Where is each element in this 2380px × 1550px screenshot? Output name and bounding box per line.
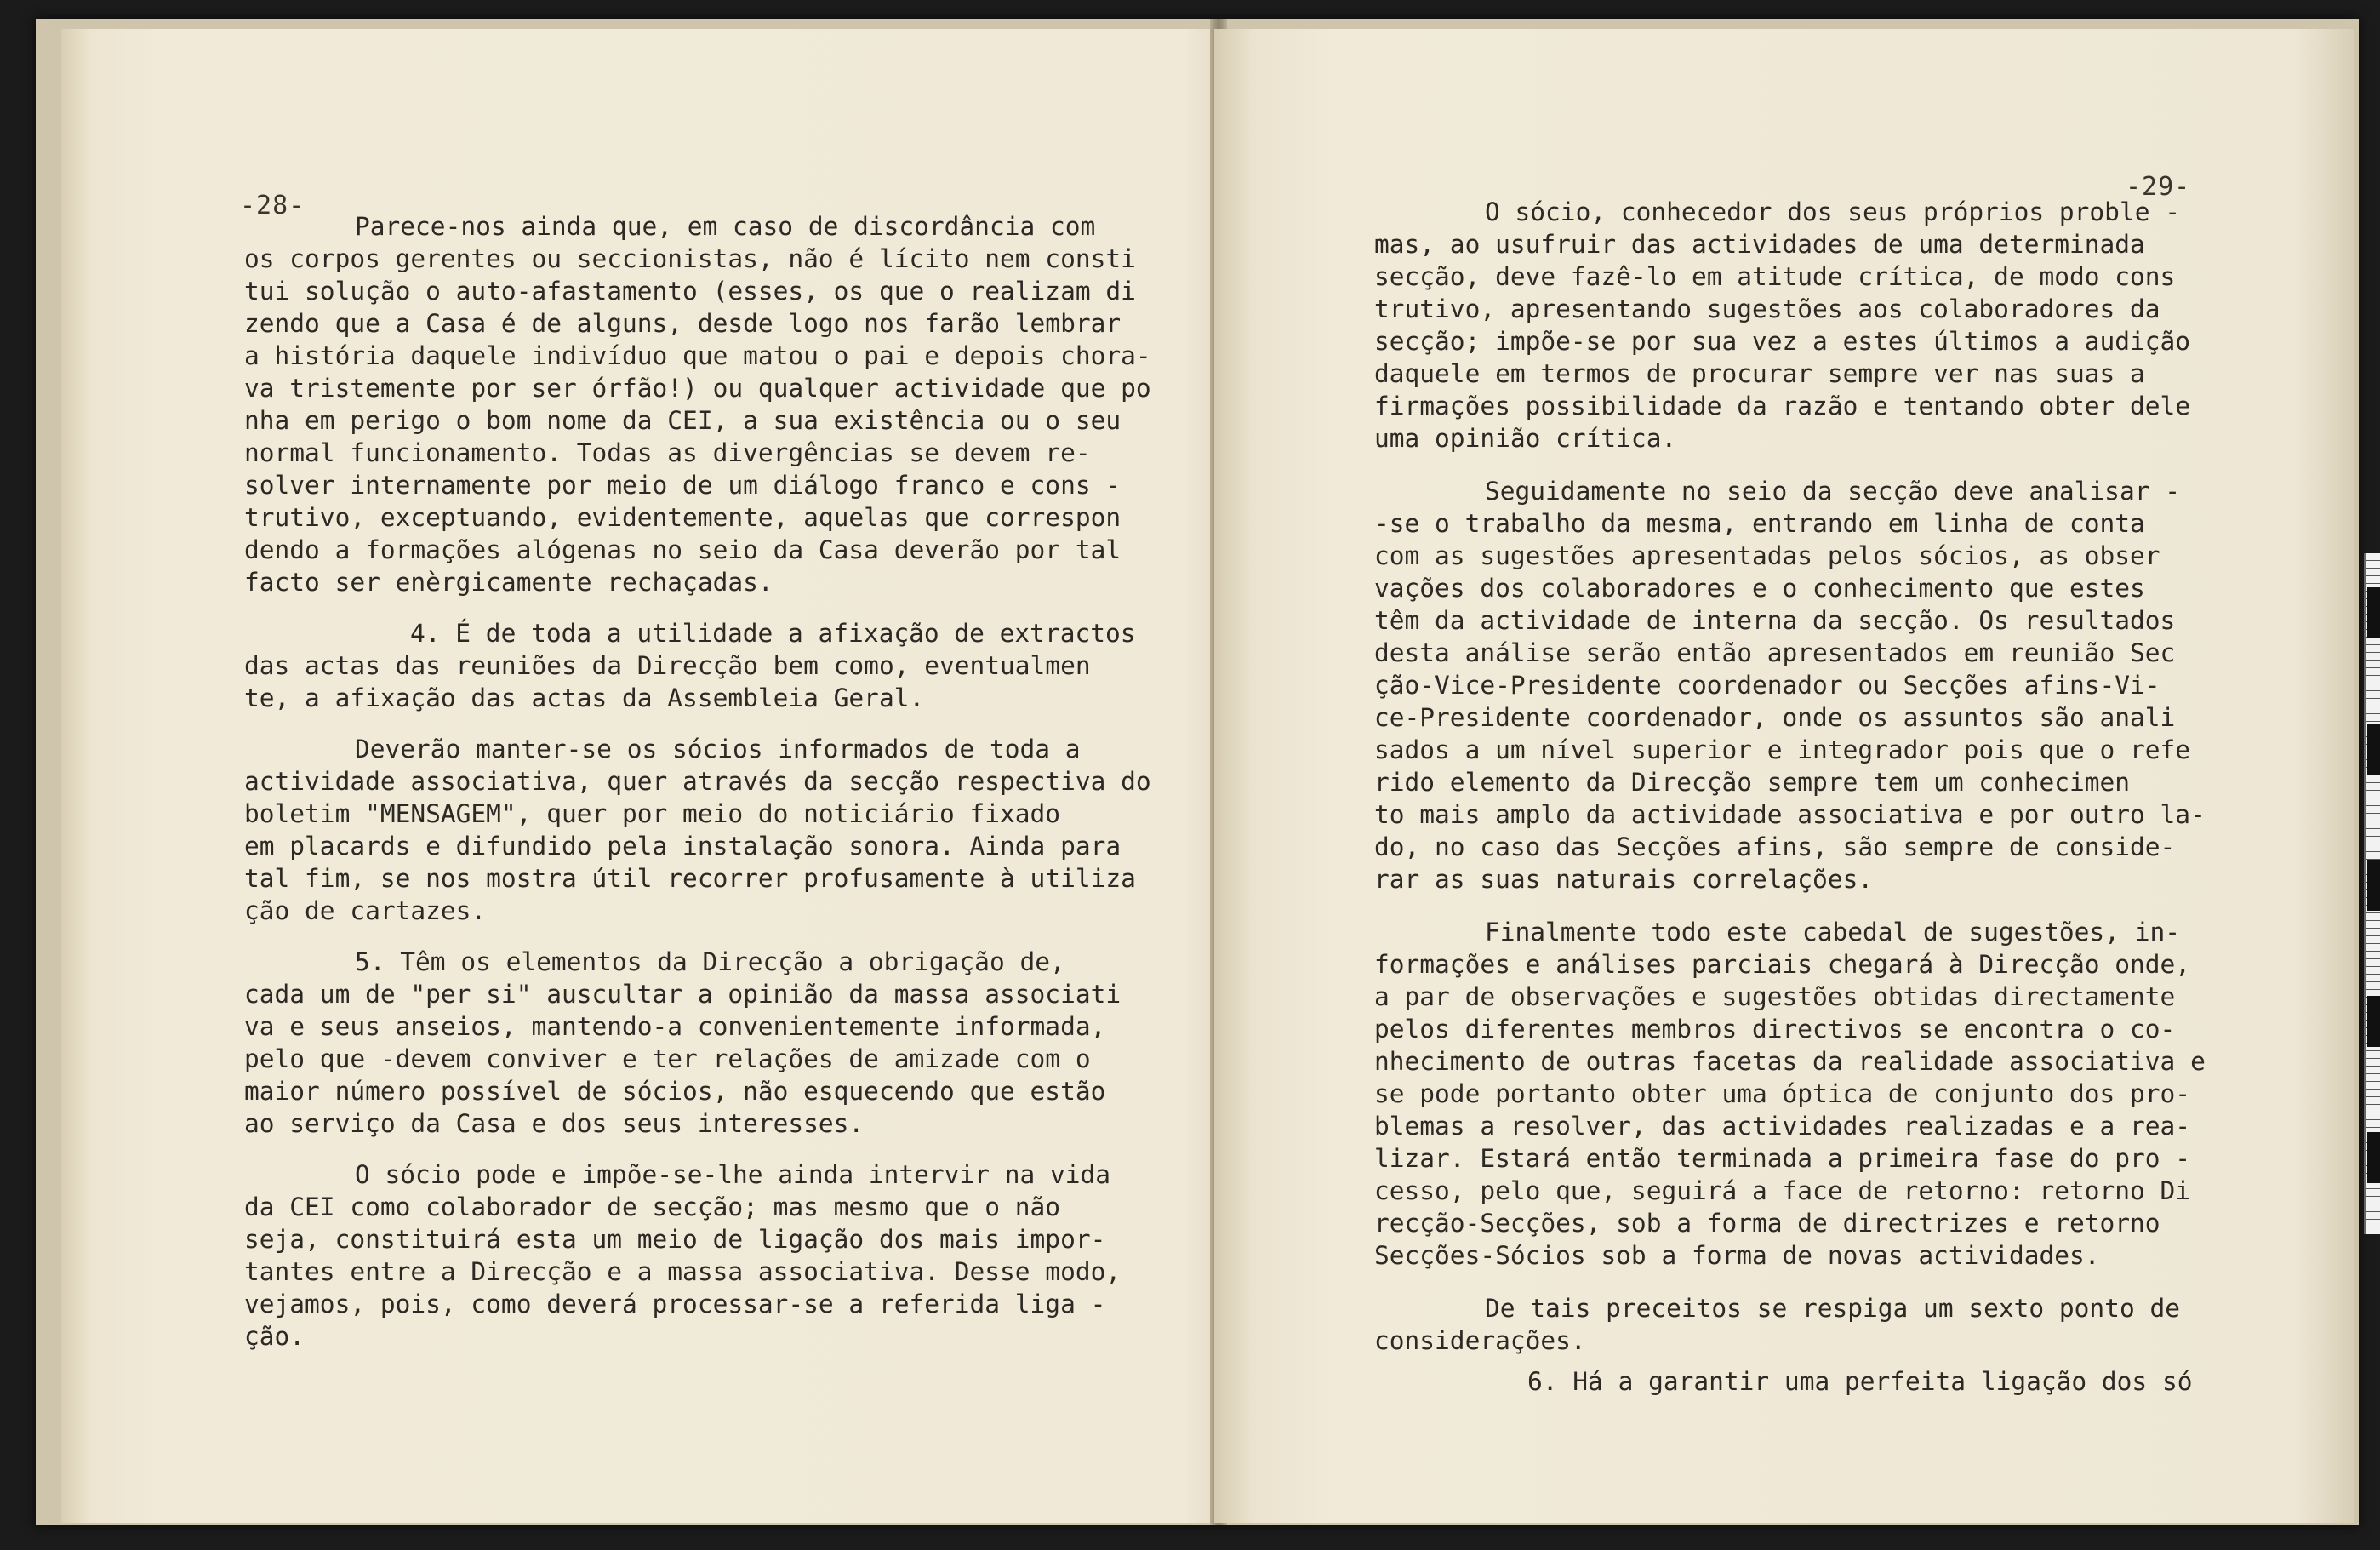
text-line: se pode portanto obter uma óptica de conjunto dos pro- bbox=[1374, 1079, 2191, 1108]
paragraph bbox=[1374, 1292, 2206, 1357]
paragraph bbox=[244, 617, 1151, 714]
text-line: zendo que a Casa é de alguns, desde logo nos farão lembrar bbox=[244, 309, 1122, 338]
text-line: os corpos gerentes ou seccionistas, não é lícito nem consti bbox=[244, 244, 1136, 273]
text-line: Finalmente todo este cabedal de sugestões, in- bbox=[1485, 918, 2180, 947]
text-line: com as sugestões apresentadas pelos sócios, as obser bbox=[1374, 541, 2160, 570]
text-line: lizar. Estará então terminada a primeira fase do pro - bbox=[1374, 1144, 2191, 1173]
paragraph bbox=[244, 1158, 1151, 1353]
text-line: to mais amplo da actividade associativa e por outro la- bbox=[1374, 800, 2206, 829]
text-line: tui solução o auto-afastamento (esses, os que o realizam di bbox=[244, 277, 1136, 306]
right-page-body bbox=[1374, 196, 2206, 1398]
paragraph bbox=[244, 946, 1151, 1140]
text-line: O sócio pode e impõe-se-lhe ainda intervir na vida bbox=[355, 1160, 1111, 1189]
text-line: normal funcionamento. Todas as divergências se devem re- bbox=[244, 438, 1091, 467]
text-line: ção de cartazes. bbox=[244, 896, 487, 925]
text-line: considerações. bbox=[1374, 1326, 1586, 1355]
text-line: secção, deve fazê-lo em atitude crítica, de modo cons bbox=[1374, 262, 2176, 291]
text-line: 5. Têm os elementos da Direcção a obrigação de, bbox=[355, 947, 1065, 976]
text-line: uma opinião crítica. bbox=[1374, 424, 1677, 453]
text-line: actividade associativa, quer através da secção respectiva do bbox=[244, 767, 1151, 796]
paragraph bbox=[1374, 916, 2206, 1272]
left-page-body bbox=[244, 210, 1151, 1353]
text-line: trutivo, exceptuando, evidentemente, aquelas que correspon bbox=[244, 503, 1122, 532]
text-line: va e seus anseios, mantendo-a convenientemente informada, bbox=[244, 1012, 1106, 1041]
text-line: Parece-nos ainda que, em caso de discordância com bbox=[355, 212, 1096, 241]
text-line: a par de observações e sugestões obtidas directamente bbox=[1374, 982, 2176, 1011]
text-line: tantes entre a Direcção e a massa associativa. Desse modo, bbox=[244, 1257, 1122, 1286]
text-line: seja, constituirá esta um meio de ligação dos mais impor- bbox=[244, 1225, 1106, 1254]
text-line: formações e análises parciais chegará à Direcção onde, bbox=[1374, 950, 2191, 979]
text-line: pelos diferentes membros directivos se encontra o co- bbox=[1374, 1015, 2176, 1044]
text-line: ao serviço da Casa e dos seus interesses. bbox=[244, 1109, 865, 1138]
text-line: 4. É de toda a utilidade a afixação de extractos bbox=[410, 619, 1136, 648]
text-line: da CEI como colaborador de secção; mas mesmo que o não bbox=[244, 1193, 1061, 1221]
paragraph bbox=[1374, 196, 2206, 455]
text-line: Deverão manter-se os sócios informados de toda a bbox=[355, 735, 1081, 764]
text-line: 6. Há a garantir uma perfeita ligação dos só bbox=[1527, 1367, 2193, 1396]
text-line: De tais preceitos se respiga um sexto ponto de bbox=[1485, 1294, 2180, 1323]
left-page bbox=[61, 29, 1244, 1523]
text-line: mas, ao usufruir das actividades de uma determinada bbox=[1374, 230, 2145, 259]
text-line: do, no caso das Secções afins, são sempre de conside- bbox=[1374, 832, 2176, 861]
paragraph bbox=[244, 733, 1151, 927]
text-line: vações dos colaboradores e o conhecimento que estes bbox=[1374, 574, 2145, 603]
text-line: blemas a resolver, das actividades realizadas e a rea- bbox=[1374, 1112, 2191, 1141]
text-line: recção-Secções, sob a forma de directrizes e retorno bbox=[1374, 1209, 2160, 1238]
text-line: desta análise serão então apresentados em reunião Sec bbox=[1374, 638, 2176, 667]
text-line: cada um de "per si" auscultar a opinião da massa associati bbox=[244, 980, 1122, 1009]
text-line: Seguidamente no seio da secção deve analisar - bbox=[1485, 477, 2180, 506]
text-line: tal fim, se nos mostra útil recorrer profusamente à utiliza bbox=[244, 864, 1136, 893]
text-line: ção. bbox=[244, 1322, 305, 1351]
text-line: nha em perigo o bom nome da CEI, a sua existência ou o seu bbox=[244, 406, 1122, 435]
scale-ruler bbox=[2364, 553, 2380, 1234]
paragraph bbox=[244, 210, 1151, 598]
text-line: a história daquele indivíduo que matou o pai e depois chora- bbox=[244, 341, 1151, 370]
paragraph bbox=[1374, 1365, 2206, 1398]
page-number: -29- bbox=[2126, 172, 2191, 202]
text-line: -se o trabalho da mesma, entrando em linha de conta bbox=[1374, 509, 2145, 538]
text-line: daquele em termos de procurar sempre ver nas suas a bbox=[1374, 359, 2145, 388]
text-line: trutivo, apresentando sugestões aos colaboradores da bbox=[1374, 295, 2160, 323]
text-line: dendo a formações alógenas no seio da Casa deverão por tal bbox=[244, 535, 1122, 564]
text-line: ce-Presidente coordenador, onde os assuntos são anali bbox=[1374, 703, 2176, 732]
text-line: secção; impõe-se por sua vez a estes últimos a audição bbox=[1374, 327, 2191, 356]
page-number: -28- bbox=[240, 191, 305, 220]
text-line: das actas das reuniões da Direcção bem como, eventualmen bbox=[244, 651, 1091, 680]
text-line: va tristemente por ser órfão!) ou qualquer actividade que po bbox=[244, 374, 1151, 403]
text-line: pelo que -devem conviver e ter relações de amizade com o bbox=[244, 1044, 1091, 1073]
text-line: vejamos, pois, como deverá processar-se a referida liga - bbox=[244, 1290, 1106, 1318]
text-line: cesso, pelo que, seguirá a face de retorno: retorno Di bbox=[1374, 1176, 2191, 1205]
text-line: nhecimento de outras facetas da realidade associativa e bbox=[1374, 1047, 2206, 1076]
paragraph bbox=[1374, 475, 2206, 895]
open-book bbox=[36, 19, 2359, 1525]
text-line: sados a um nível superior e integrador pois que o refe bbox=[1374, 735, 2191, 764]
text-line: solver internamente por meio de um diálogo franco e cons - bbox=[244, 471, 1122, 500]
text-line: ção-Vice-Presidente coordenador ou Secções afins-Vi- bbox=[1374, 671, 2160, 700]
text-line: têm da actividade de interna da secção. Os resultados bbox=[1374, 606, 2176, 635]
text-line: O sócio, conhecedor dos seus próprios proble - bbox=[1485, 197, 2180, 226]
text-line: te, a afixação das actas da Assembleia Geral. bbox=[244, 683, 925, 712]
text-line: maior número possível de sócios, não esquecendo que estão bbox=[244, 1077, 1106, 1106]
right-page bbox=[1214, 29, 2354, 1523]
text-line: rar as suas naturais correlações. bbox=[1374, 865, 1874, 894]
text-line: em placards e difundido pela instalação sonora. Ainda para bbox=[244, 832, 1122, 861]
text-line: facto ser enèrgicamente rechaçadas. bbox=[244, 568, 773, 597]
text-line: firmações possibilidade da razão e tentando obter dele bbox=[1374, 392, 2191, 420]
text-line: boletim "MENSAGEM", quer por meio do noticiário fixado bbox=[244, 799, 1061, 828]
text-line: rido elemento da Direcção sempre tem um conhecimen bbox=[1374, 768, 2131, 797]
text-line: Secções-Sócios sob a forma de novas actividades. bbox=[1374, 1241, 2100, 1270]
